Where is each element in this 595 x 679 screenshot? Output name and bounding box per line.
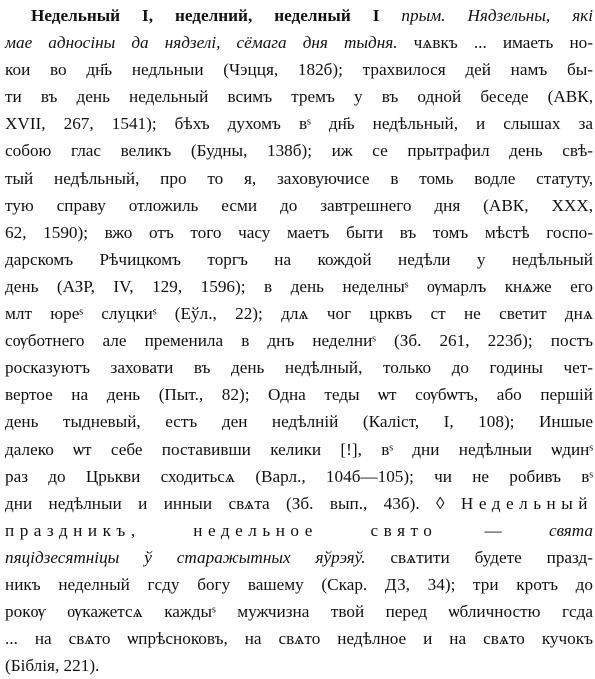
text-run: день (АЗР, IV, 129, 1596); в день неделныˢ ѹмарлъ кнѧже его — [5, 276, 593, 296]
text-run: чѧвкъ ... имаеть но- — [397, 33, 593, 53]
text-run: 62, 1590); вжо отъ того часу маетъ быти въ томъ мѣстѣ госпо- — [5, 222, 593, 242]
text-run: росказуютъ заховати въ день недѣлный, только до годины чет- — [5, 358, 593, 378]
text-line — [5, 165, 593, 192]
text-line — [5, 273, 593, 300]
text-run: ... на свѧто ѡпрѣсноковъ, на свѧто недѣлное и на свѧто кучокъ — [5, 629, 593, 649]
text-line — [5, 490, 593, 517]
definition-italic: пяцідзесятніцы ў старажытных яўрэяў. — [5, 547, 366, 567]
text-line — [5, 381, 593, 408]
text-line — [5, 408, 593, 435]
dictionary-entry — [5, 2, 593, 679]
text-run: день тыдневый, естъ ден недѣлній (Каліст, I, 108); Иншые — [5, 412, 593, 432]
text-line — [5, 571, 593, 598]
text-line — [5, 219, 593, 246]
text-line — [5, 192, 593, 219]
text-run: далеко ѡт себе поставивши келики [!], вˢ дни недѣлныи ѡдинˢ — [5, 439, 593, 459]
definition-italic: прым. Нядзельны, які — [401, 6, 594, 25]
text-line — [5, 652, 593, 679]
text-line — [5, 110, 593, 137]
text-line — [5, 300, 593, 327]
text-line — [5, 137, 593, 164]
text-run: XVII, 267, 1541); бѣхъ духомъ вˢ дн҃ь недѣльный, и слышах за — [5, 114, 593, 134]
text-line — [5, 354, 593, 381]
text-line — [5, 544, 593, 571]
text-run: дарскомъ Рѣчицкомъ торгъ на кождой недѣли у недѣльный — [5, 249, 593, 269]
text-run: тый недѣльный, про то я, заховуючисе в томь водле статуту, — [5, 168, 593, 188]
headword: Недельный I, неделний, неделный I — [31, 6, 380, 25]
text-run: — — [437, 520, 549, 540]
text-run — [379, 6, 401, 25]
text-run: собою глас великъ (Будны, 138б); иж се прытрафил день свѣ- — [5, 141, 593, 161]
text-line — [5, 29, 593, 56]
text-line — [5, 83, 593, 110]
text-run: сѹботнего але пременила в днъ неделниˢ (Зб. 261, 223б); постъ — [5, 331, 593, 351]
text-line — [5, 246, 593, 273]
text-run: млт юреˢ слуцкиˢ (Еўл., 22); длѧ чог црквъ ст не светит днѧ — [5, 304, 593, 324]
text-line — [5, 2, 593, 29]
text-run: никъ неделный гсду богу вашему (Скар. ДЗ, 34); три кротъ до — [5, 574, 593, 594]
definition-italic: свята — [548, 520, 594, 540]
text-line — [5, 56, 593, 83]
phrase-spaced: Недельный — [460, 493, 593, 513]
text-run: ти въ день недельный всимъ тремъ у въ одной беседе (АВК, — [5, 87, 593, 107]
text-run: тую справу отложиль есми до завтрешнего дня (АВК, XXX, — [5, 195, 593, 215]
text-run: раз до Црькви сходитьсѧ (Варл., 104б—105); чи не робивъ вˢ — [5, 466, 593, 486]
text-run: дни недѣлныи и инныи свѧта (Зб. вып., 43б). ◊ — [5, 493, 461, 513]
text-line — [5, 463, 593, 490]
text-line — [5, 517, 593, 544]
definition-italic: мае адносіны да нядзелі, сёмага дня тыдня. — [5, 33, 398, 53]
text-run: кои во дн҃ь недльныи (Чэцця, 182б); трахвилося дей намъ бы- — [5, 60, 593, 80]
text-line — [5, 327, 593, 354]
text-run: свѧтити будете празд- — [365, 547, 593, 567]
text-line — [5, 436, 593, 463]
text-line — [5, 598, 593, 625]
text-run: рокѹ ѹкажетсѧ каждыˢ мужчизна твой перед ѡбличностю гсда — [5, 602, 593, 622]
text-line — [5, 625, 593, 652]
phrase-spaced: праздникъ, недельное свято — [5, 520, 438, 540]
text-run: вертое на день (Пыт., 82); Одна теды ѡт сѹбѡтъ, або першій — [5, 385, 593, 405]
text-run: (Біблія, 221). — [5, 656, 100, 676]
